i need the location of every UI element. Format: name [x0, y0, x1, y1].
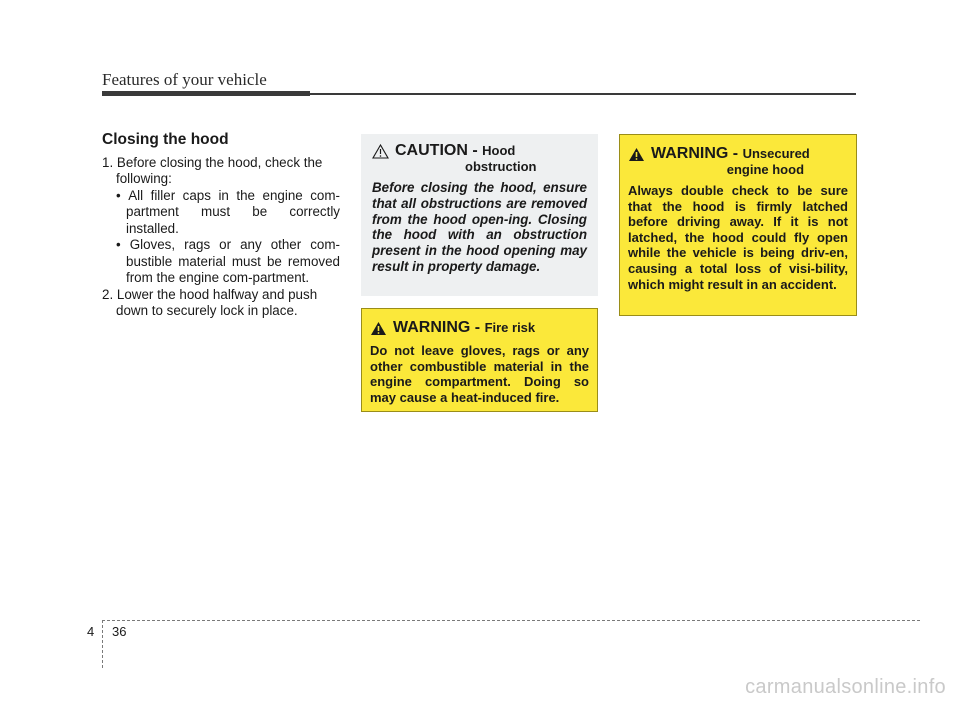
bullet-item: • Gloves, rags or any other com-bustible material must be removed from the engine com-partment.: [102, 237, 340, 287]
caution-box: [361, 134, 598, 296]
caution-topic-line2: obstruction: [465, 159, 537, 174]
step-1: [102, 155, 340, 188]
warning-triangle-icon: [370, 321, 387, 336]
page-number: 36: [112, 624, 127, 639]
warning-fire-header: [370, 319, 589, 337]
main-column: [102, 132, 340, 320]
caution-body: Before closing the hood, ensure that all obstructions are removed from the hood open-ing. Closing the hood with an obstruction present in the hood opening may result in property damage.: [372, 180, 587, 274]
footer-rule: [102, 620, 920, 621]
watermark: carmanualsonline.info: [745, 676, 946, 698]
warning-fire-box: [361, 308, 598, 412]
warning-fire-body: Do not leave gloves, rags or any other combustible material in the engine compartment. Doing so may cause a heat-induced fire.: [370, 343, 589, 405]
header-title: Features of your vehicle: [102, 70, 267, 89]
section-heading: Closing the hood: [102, 131, 229, 148]
caution-header: [372, 142, 587, 174]
caution-triangle-icon: [372, 144, 389, 159]
step-2-text: 2. Lower the hood halfway and push down to securely lock in place.: [102, 286, 318, 318]
header-rule-thick: [102, 91, 310, 96]
warning-fire-label: WARNING -: [393, 319, 481, 336]
caution-topic: Hood: [482, 143, 516, 158]
warning-hood-body: Always double check to be sure that the hood is firmly latched before driving away. If it is not latched, the hood could fly open while the vehicle is being driv-en, causing a total loss of visi-bility, which might result in an accident.: [628, 183, 848, 292]
warning-hood-topic: Unsecured: [742, 146, 810, 161]
warning-hood-box: [619, 134, 857, 316]
step-1-text: 1. Before closing the hood, check the following:: [102, 154, 323, 186]
warning-hood-topic-line2: engine hood: [726, 162, 805, 177]
warning-hood-header: [628, 145, 848, 177]
header-rule-thin: [310, 93, 856, 95]
footer-vertical-rule: [102, 620, 103, 668]
warning-triangle-icon: [628, 147, 645, 162]
warning-hood-label: WARNING -: [651, 145, 739, 162]
warning-fire-topic: Fire risk: [484, 320, 536, 335]
caution-label: CAUTION -: [395, 142, 478, 159]
bullet-item: • All filler caps in the engine com-partment must be correctly installed.: [102, 188, 340, 238]
bullet-list: [102, 188, 340, 287]
step-2: [102, 287, 340, 320]
chapter-number: 4: [87, 624, 95, 639]
